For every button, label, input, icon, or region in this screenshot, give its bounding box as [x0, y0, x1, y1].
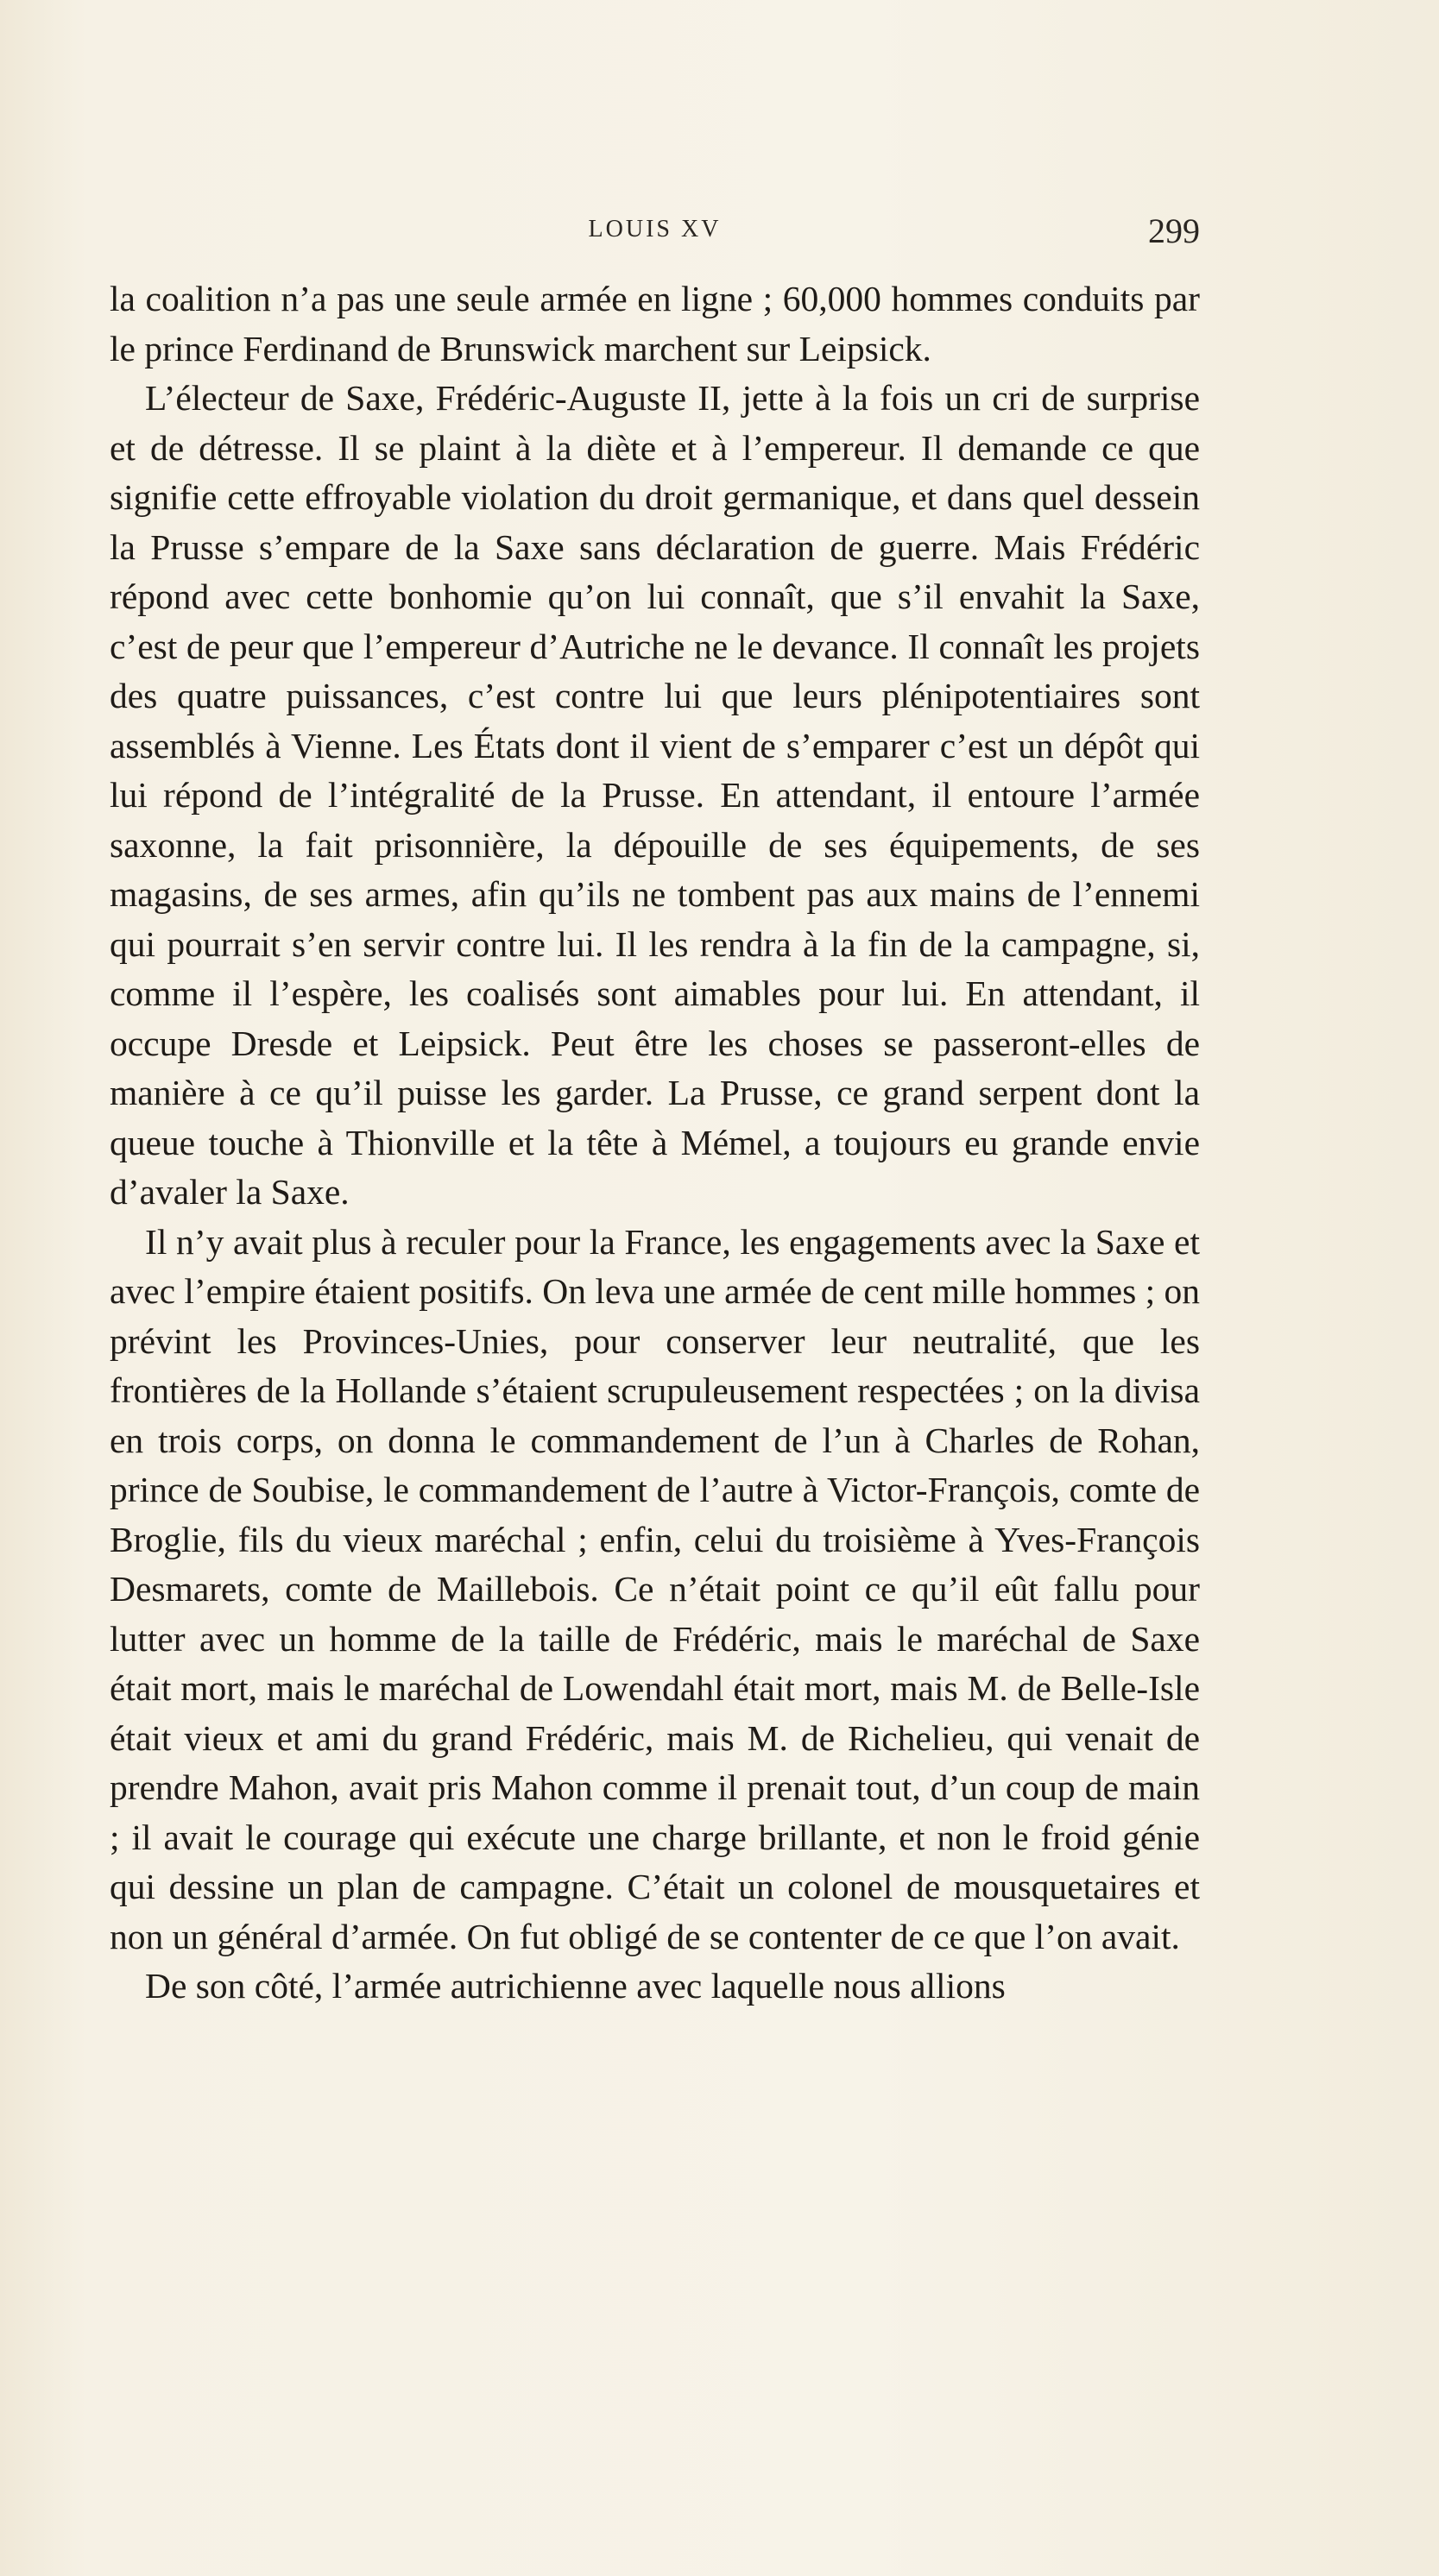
paragraph-continuation: la coalition n’a pas une seule armée en ligne ; 60,000 hommes conduits par le prince Ferdinand de Brunswick marchent sur Leipsick. [110, 279, 1200, 368]
page-number: 299 [1148, 211, 1200, 250]
paragraph: L’électeur de Saxe, Frédéric-Auguste II, jette à la fois un cri de surprise et de détresse. Il se plaint à la diète et à l’empereur. Il demande ce que signifie cette effroyable violation du droit germanique, et dans quel dessein la Prusse s’empare de la Saxe sans déclaration de guerre. Mais Frédéric répond avec cette bonhomie qu’on lui connaît, que s’il envahit la Saxe, c’est de peur que l’empereur d’Autriche ne le devance. Il connaît les projets des quatre puissances, c’est contre lui que leurs plénipotentiaires sont assemblés à Vienne. Les États dont il vient de s’emparer c’est un dépôt qui lui répond de l’intégralité de la Prusse. En attendant, il entoure l’armée saxonne, la fait prisonnière, la dépouille de ses équipements, de ses magasins, de ses armes, afin qu’ils ne tombent pas aux mains de l’ennemi qui pourrait s’en servir contre lui. Il les rendra à la fin de la campagne, si, comme il l’espère, les coalisés sont aimables pour lui. En attendant, il occupe Dresde et Leipsick. Peut être les choses se passeront-elles de manière à ce qu’il puisse les garder. La Prusse, ce grand serpent dont la queue touche à Thionville et la tête à Mémel, a toujours eu grande envie d’avaler la Saxe. [110, 378, 1200, 1212]
running-head [110, 211, 1200, 250]
paragraph: De son côté, l’armée autrichienne avec laquelle nous allions [145, 1966, 1006, 2006]
paragraph: Il n’y avait plus à reculer pour la France, les engagements avec la Saxe et avec l’empire étaient positifs. On leva une armée de cent mille hommes ; on prévint les Provinces-Unies, pour conserver leur neutralité, que les frontières de la Hollande s’étaient scrupuleusement respectées ; on la divisa en trois corps, on donna le commandement de l’un à Charles de Rohan, prince de Soubise, le commandement de l’autre à Victor-François, comte de Broglie, fils du vieux maréchal ; enfin, celui du troisième à Yves-François Desmarets, comte de Maillebois. Ce n’était point ce qu’il eût fallu pour lutter avec un homme de la taille de Frédéric, mais le maréchal de Saxe était mort, mais le maréchal de Lowendahl était mort, mais M. de Belle-Isle était vieux et ami du grand Frédéric, mais M. de Richelieu, qui venait de prendre Mahon, avait pris Mahon comme il prenait tout, d’un coup de main ; il avait le courage qui exécute une charge brillante, et non le froid génie qui dessine un plan de campagne. C’était un colonel de mousquetaires et non un général d’armée. On fut obligé de se contenter de ce que l’on avait. [110, 1221, 1200, 1956]
running-title: LOUIS XV [588, 216, 722, 242]
body-text [110, 274, 1200, 2012]
